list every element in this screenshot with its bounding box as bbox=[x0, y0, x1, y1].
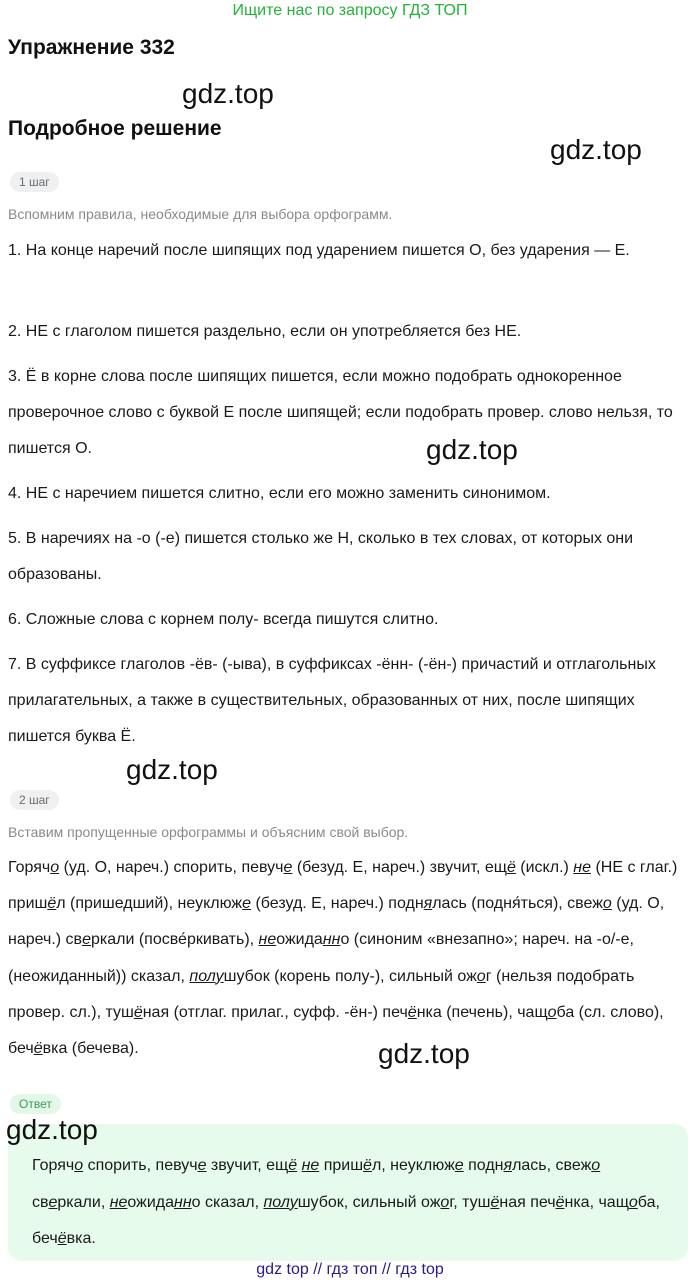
orthogram: о bbox=[74, 1157, 84, 1174]
text-fragment: св bbox=[32, 1193, 49, 1211]
orthogram: не bbox=[301, 1157, 320, 1174]
answer-badge: Ответ bbox=[10, 1094, 61, 1114]
orthogram: ё bbox=[133, 1003, 143, 1021]
text-fragment: приш bbox=[319, 1157, 364, 1174]
orthogram: ё bbox=[47, 895, 57, 913]
text-fragment: ба (сл. слово), беч bbox=[8, 1003, 664, 1058]
step-1-note: Вспомним правила, необходимые для выбора орфограмм. bbox=[8, 206, 393, 222]
watermark: gdz.top bbox=[182, 78, 274, 109]
text-fragment: ожида bbox=[127, 1193, 175, 1211]
rule-item: 7. В суффиксе глаголов -ёв- (-ыва), в суффиксах -ённ- (-ён-) причастий и отглагольных прилагательных, а также в существительных, образованных от них, после шипящих пишется буква Ё. bbox=[8, 656, 656, 745]
text-fragment: нка, чащ bbox=[564, 1193, 629, 1211]
promo-banner[interactable]: Ищите нас по запросу ГДЗ ТОП bbox=[232, 2, 468, 19]
text-fragment: л, неуклюж bbox=[371, 1157, 455, 1174]
orthogram: ё bbox=[555, 1193, 565, 1211]
orthogram: о bbox=[602, 895, 612, 913]
text-fragment: подн bbox=[463, 1157, 504, 1174]
rule-item: 4. НЕ с наречием пишется слитно, если его можно заменить синонимом. bbox=[8, 485, 551, 502]
text-fragment: (уд. О, нареч.) спорить, певуч bbox=[59, 859, 284, 876]
text-fragment: (уд. О, нареч.) св bbox=[8, 895, 665, 949]
text-fragment: л (пришедший), неуклюж bbox=[56, 895, 243, 913]
solution-heading: Подробное решение bbox=[8, 117, 222, 140]
watermark: gdz.top bbox=[426, 434, 518, 465]
text-fragment: ная (отглаг. прилаг., суфф. -ён-) печ bbox=[142, 1003, 408, 1021]
text-fragment: г, туш bbox=[449, 1193, 491, 1211]
orthogram: ё bbox=[288, 1157, 298, 1174]
text-fragment: (искл.) bbox=[515, 859, 574, 876]
orthogram: о bbox=[591, 1157, 601, 1174]
orthogram: е bbox=[283, 859, 293, 876]
text-fragment: нка (печень), чащ bbox=[416, 1003, 548, 1021]
text-fragment: (безуд. Е, нареч.) звучит, ещ bbox=[292, 859, 507, 876]
rule-item: 6. Сложные слова с корнем полу- всегда пишутся слитно. bbox=[8, 611, 439, 628]
orthogram: полу bbox=[263, 1193, 298, 1211]
text-fragment: Горяч bbox=[8, 859, 51, 876]
text-fragment: ркали, bbox=[57, 1193, 110, 1211]
orthogram: о bbox=[476, 967, 486, 985]
text-fragment: звучит, ещ bbox=[206, 1157, 289, 1174]
orthogram: о bbox=[628, 1193, 638, 1211]
text-fragment: о (синоним «внезапно»; нареч. на -о/-е, (неожиданный)) сказал, bbox=[8, 931, 634, 985]
orthogram: нн bbox=[174, 1193, 192, 1211]
orthogram: е bbox=[242, 895, 252, 913]
text-fragment: ба, беч bbox=[32, 1193, 660, 1247]
orthogram: не bbox=[258, 931, 277, 949]
text-fragment: вка (бечева). bbox=[42, 1040, 139, 1058]
text-fragment: лась (подня́ться), свеж bbox=[432, 895, 603, 913]
text-fragment: (безуд. Е, нареч.) подн bbox=[251, 895, 424, 913]
rule-item: 5. В наречиях на -о (-е) пишется столько же Н, сколько в тех словах, от которых они образованы. bbox=[8, 530, 634, 583]
page-title: Упражнение 332 bbox=[8, 36, 175, 59]
text-fragment: (НЕ с глаг.) приш bbox=[8, 859, 678, 913]
orthogram: е bbox=[48, 1193, 58, 1211]
text-fragment: вка. bbox=[66, 1230, 96, 1247]
orthogram: ё bbox=[506, 859, 516, 876]
text-fragment: Горяч bbox=[32, 1157, 75, 1174]
orthogram: не bbox=[573, 859, 591, 876]
orthogram: нн bbox=[322, 931, 341, 949]
step-1-badge: 1 шаг bbox=[10, 172, 59, 192]
orthogram: е bbox=[197, 1157, 207, 1174]
orthogram: о bbox=[547, 1003, 557, 1021]
text-fragment: г (нельзя подобрать провер. сл.), туш bbox=[8, 967, 635, 1021]
rule-item: 2. НЕ с глаголом пишется раздельно, если он употребляется без НЕ. bbox=[8, 323, 522, 340]
orthogram: о bbox=[440, 1193, 450, 1211]
footer-links[interactable]: gdz top // гдз топ // гдз top bbox=[256, 1261, 444, 1278]
text-fragment: ная печ bbox=[499, 1193, 556, 1211]
orthogram: ё bbox=[407, 1003, 417, 1021]
orthogram: е bbox=[454, 1157, 464, 1174]
watermark: gdz.top bbox=[6, 1114, 98, 1145]
text-fragment: о сказал, bbox=[191, 1193, 264, 1211]
orthogram: ё bbox=[490, 1193, 500, 1211]
text-fragment: лась, свеж bbox=[512, 1157, 592, 1174]
orthogram: полу bbox=[189, 967, 224, 985]
watermark: gdz.top bbox=[378, 1038, 470, 1069]
orthogram: ё bbox=[57, 1230, 67, 1247]
rule-item: 1. На конце наречий после шипящих под ударением пишется О, без ударения — Е. bbox=[8, 242, 630, 259]
orthogram: я bbox=[503, 1157, 513, 1174]
orthogram: ё bbox=[363, 1157, 372, 1174]
orthogram: е bbox=[82, 931, 91, 949]
step-2-badge: 2 шаг bbox=[10, 790, 59, 810]
step-2-note: Вставим пропущенные орфограммы и объясним свой выбор. bbox=[8, 824, 409, 840]
text-fragment: шубок, сильный ож bbox=[297, 1193, 441, 1211]
watermark: gdz.top bbox=[126, 754, 218, 785]
text-fragment: спорить, певуч bbox=[83, 1157, 198, 1174]
text-fragment: шубок (корень полу-), сильный ож bbox=[223, 967, 477, 985]
rule-item: 3. Ё в корне слова после шипящих пишется, если можно подобрать однокоренное проверочное слово с буквой Е после шипящей; если подобрать провер. слово нельзя, то пишется О. bbox=[8, 368, 673, 457]
text-fragment: ожида bbox=[276, 931, 323, 949]
orthogram: о bbox=[50, 859, 60, 876]
watermark: gdz.top bbox=[550, 134, 642, 165]
orthogram: ё bbox=[33, 1040, 43, 1058]
orthogram: не bbox=[109, 1193, 128, 1211]
text-fragment: ркали (посве́ркивать), bbox=[90, 931, 259, 949]
orthogram: я bbox=[423, 895, 433, 913]
solution-text bbox=[8, 850, 692, 1067]
answer-text bbox=[32, 1148, 672, 1258]
